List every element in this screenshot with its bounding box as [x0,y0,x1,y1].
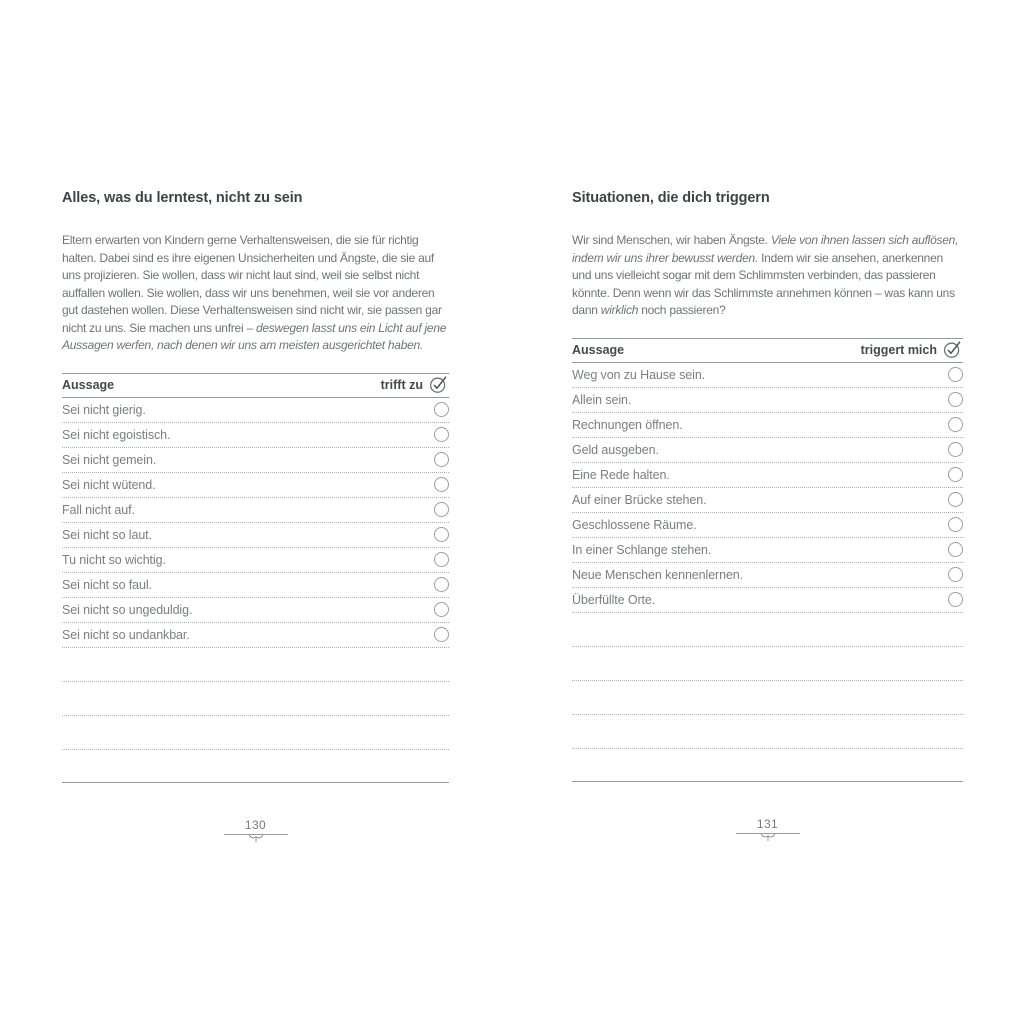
table-body [62,398,449,648]
statement-label: Sei nicht so undankbar. [62,627,190,642]
checkbox-circle[interactable] [434,577,449,592]
right-page [572,190,963,842]
check-circle-icon [943,342,963,359]
bottom-rule [62,782,449,783]
checkbox-circle[interactable] [948,392,963,407]
table-row [62,423,449,448]
footer-ornament-icon [759,834,777,842]
intro-text: Wir sind Menschen, wir haben Ängste. [572,233,771,247]
checkbox-circle[interactable] [948,417,963,432]
table-row [572,538,963,563]
statement-label: Sei nicht so faul. [62,577,152,592]
table-row [62,398,449,423]
checkbox-circle[interactable] [948,592,963,607]
table-row [62,448,449,473]
checkbox-circle[interactable] [948,467,963,482]
table-row [62,573,449,598]
bottom-rule [572,781,963,782]
checkbox-circle[interactable] [948,367,963,382]
statement-label: Tu nicht so wichtig. [62,552,166,567]
table-header [572,338,963,363]
checkbox-circle[interactable] [434,452,449,467]
table-row [572,363,963,388]
intro-text: noch passieren? [638,303,726,317]
table-row [572,438,963,463]
page-title: Situationen, die dich triggern [572,190,770,206]
table-row [62,598,449,623]
checkbox-circle[interactable] [434,602,449,617]
statement-label: Sei nicht gemein. [62,452,157,467]
statement-label: Weg von zu Hause sein. [572,367,706,382]
statement-label: Geld ausgeben. [572,442,659,457]
checkbox-circle[interactable] [434,402,449,417]
checkbox-circle[interactable] [434,477,449,492]
statement-label: Neue Menschen kennenlernen. [572,567,744,582]
page-footer [62,818,449,843]
statement-label: Sei nicht egoistisch. [62,427,171,442]
table-row [572,563,963,588]
blank-writing-line[interactable] [62,648,449,682]
table-row [572,413,963,438]
table-blank-rows [62,648,449,750]
intro-paragraph [62,232,449,355]
check-circle-icon [429,377,449,394]
blank-writing-line[interactable] [572,613,963,647]
table-row [572,513,963,538]
page-footer [572,817,963,842]
statement-label: Sei nicht so laut. [62,527,152,542]
table-row [62,473,449,498]
checkbox-circle[interactable] [948,492,963,507]
page-number: 131 [736,817,800,834]
intro-text: Indem wir sie ansehen, anerkennen und uns vielleicht sogar mit dem Schlimmsten verbinden, das passieren könnte. Denn wenn wir das Schlimmste annehmen können – was kann uns dann [572,250,955,317]
intro-text-italic: Viele von ihnen lassen sich auflösen, indem wir uns ihrer bewusst werden. [572,233,959,265]
statement-label: In einer Schlange stehen. [572,542,712,557]
column-header-statement: Aussage [62,378,115,392]
blank-writing-line[interactable] [572,715,963,749]
checkbox-circle[interactable] [948,517,963,532]
table-header [62,373,449,398]
table-row [62,548,449,573]
statement-label: Eine Rede halten. [572,467,670,482]
triggers-table [572,338,963,749]
statement-label: Rechnungen öffnen. [572,417,683,432]
column-header-check [861,342,963,359]
statement-label: Sei nicht gierig. [62,402,146,417]
intro-paragraph [572,232,963,320]
statements-table [62,373,449,750]
checkbox-circle[interactable] [948,542,963,557]
table-blank-rows [572,613,963,749]
page-title: Alles, was du lerntest, nicht zu sein [62,190,303,206]
column-header-check [381,377,449,394]
table-row [572,463,963,488]
left-page [62,190,449,843]
intro-text: Eltern erwarten von Kindern gerne Verhaltensweisen, die sie für richtig halten. Dabei sind es ihre eigenen Unsicherheiten und Ängste, die sie auf uns projizieren. Sie wollen, dass wir nicht laut sind, weil sie selbst nicht auffallen wollen. Sie wollen, dass wir uns benehmen, weil sie vor anderen gut dastehen wollen. Diese Verhaltensweisen sind nicht wir, sie passen gar nicht zu uns. Sie machen uns unfrei – [62,233,442,335]
statement-label: Fall nicht auf. [62,502,135,517]
footer-ornament-icon [247,835,265,843]
table-row [572,588,963,613]
checkbox-circle[interactable] [948,567,963,582]
check-column-label: trifft zu [380,378,423,392]
column-header-statement: Aussage [572,343,625,357]
blank-writing-line[interactable] [572,681,963,715]
table-row [572,488,963,513]
blank-writing-line[interactable] [572,647,963,681]
check-column-label: triggert mich [860,343,937,357]
statement-label: Sei nicht so ungeduldig. [62,602,193,617]
checkbox-circle[interactable] [434,502,449,517]
checkbox-circle[interactable] [434,627,449,642]
table-row [572,388,963,413]
table-body [572,363,963,613]
table-row [62,623,449,648]
intro-text-italic: deswegen lasst uns ein Licht auf jene Aussagen werfen, nach denen wir uns am meisten ausgerichtet haben. [62,320,447,352]
table-row [62,523,449,548]
checkbox-circle[interactable] [434,427,449,442]
table-row [62,498,449,523]
checkbox-circle[interactable] [434,527,449,542]
statement-label: Überfüllte Orte. [572,592,656,607]
checkbox-circle[interactable] [434,552,449,567]
statement-label: Sei nicht wütend. [62,477,156,492]
blank-writing-line[interactable] [62,716,449,750]
blank-writing-line[interactable] [62,682,449,716]
checkbox-circle[interactable] [948,442,963,457]
statement-label: Auf einer Brücke stehen. [572,492,707,507]
page-number: 130 [224,818,288,835]
statement-label: Allein sein. [572,392,632,407]
intro-text-italic: wirklich [600,303,639,317]
statement-label: Geschlossene Räume. [572,517,697,532]
